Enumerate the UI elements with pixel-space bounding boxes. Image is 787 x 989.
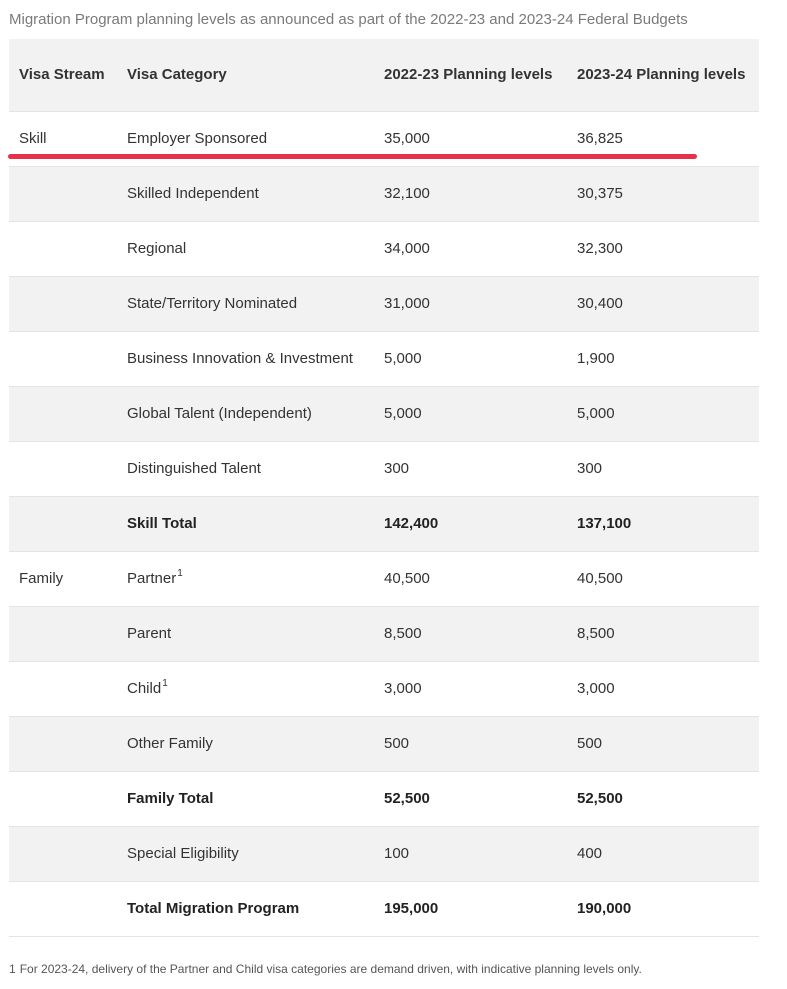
cell-2023-24: 5,000	[577, 405, 615, 422]
header-visa-category: Visa Category	[127, 66, 227, 83]
cell-2023-24: 190,000	[577, 900, 632, 917]
table-row	[9, 167, 759, 222]
cell-category: Child$^1$	[127, 678, 168, 697]
table-row	[9, 442, 759, 497]
cell-2023-24: 32,300	[577, 240, 623, 257]
cell-2023-24: 40,500	[577, 570, 623, 587]
header-visa-stream: Visa Stream	[19, 66, 105, 83]
cell-category: Global Talent (Independent)	[127, 405, 312, 422]
cell-2022-23: 40,500	[384, 570, 430, 587]
footnote-mark: 1	[9, 962, 16, 976]
cell-category: Special Eligibility	[127, 845, 239, 862]
header-2022-23: 2022-23 Planning levels	[384, 66, 553, 83]
table-caption: Migration Program planning levels as announced as part of the 2022-23 and 2023-24 Federal Budgets	[9, 11, 688, 28]
cell-category: Employer Sponsored	[127, 130, 268, 147]
cell-2022-23: 8,500	[384, 625, 422, 642]
cell-2022-23: 300	[384, 460, 410, 477]
family-total-row	[9, 772, 759, 827]
cell-category: Total Migration Program	[127, 900, 300, 917]
cell-2023-24: 300	[577, 460, 603, 477]
cell-2022-23: 5,000	[384, 405, 422, 422]
cell-2022-23: 52,500	[384, 790, 430, 807]
table-row	[9, 277, 759, 332]
cell-2023-24: 30,375	[577, 185, 623, 202]
cell-stream: Family	[19, 570, 64, 587]
cell-2023-24: 30,400	[577, 295, 623, 312]
cell-2022-23: 500	[384, 735, 410, 752]
cell-2022-23: 142,400	[384, 515, 439, 532]
grand-total-row	[9, 882, 759, 937]
cell-category: Family Total	[127, 790, 214, 807]
planning-levels-table	[9, 39, 759, 937]
cell-category: Parent	[127, 625, 172, 642]
cell-2022-23: 195,000	[384, 900, 439, 917]
table-row	[9, 387, 759, 442]
table-row	[9, 552, 759, 607]
skill-total-row	[9, 497, 759, 552]
cell-2022-23: 3,000	[384, 680, 422, 697]
footnote-ref: 1	[177, 568, 183, 579]
table-row	[9, 717, 759, 772]
table-row	[9, 332, 759, 387]
cell-stream: Skill	[19, 130, 47, 147]
cell-2022-23: 35,000	[384, 130, 430, 147]
table-row	[9, 662, 759, 717]
cell-category: State/Territory Nominated	[127, 295, 298, 312]
footnote-ref: 1	[162, 678, 168, 689]
cell-category: Skill Total	[127, 515, 197, 532]
table-row	[9, 827, 759, 882]
table-header-row	[9, 39, 759, 112]
cell-2022-23: 34,000	[384, 240, 430, 257]
cell-2023-24: 52,500	[577, 790, 623, 807]
cell-category: Partner$^1$	[127, 568, 183, 587]
cell-category: Other Family	[127, 735, 213, 752]
cell-2022-23: 100	[384, 845, 410, 862]
cell-2023-24: 1,900	[577, 350, 615, 367]
footnote-text: For 2023-24, delivery of the Partner and Child visa categories are demand driven, with indicative planning levels only.	[19, 962, 642, 976]
header-2023-24: 2023-24 Planning levels	[577, 66, 746, 83]
cell-2023-24: 137,100	[577, 515, 632, 532]
cell-2023-24: 500	[577, 735, 603, 752]
table-row	[9, 607, 759, 662]
cell-category: Business Innovation & Investment	[127, 350, 353, 367]
cell-category: Distinguished Talent	[127, 460, 261, 477]
cell-category: Skilled Independent	[127, 185, 259, 202]
cell-2022-23: 31,000	[384, 295, 430, 312]
cell-2023-24: 36,825	[577, 130, 623, 147]
table-row	[9, 222, 759, 277]
cell-category: Regional	[127, 240, 187, 257]
cell-2022-23: 5,000	[384, 350, 422, 367]
cell-2023-24: 8,500	[577, 625, 615, 642]
cell-2022-23: 32,100	[384, 185, 430, 202]
cell-2023-24: 400	[577, 845, 603, 862]
footnote	[9, 962, 642, 976]
red-underline-annotation	[8, 154, 697, 159]
cell-2023-24: 3,000	[577, 680, 615, 697]
